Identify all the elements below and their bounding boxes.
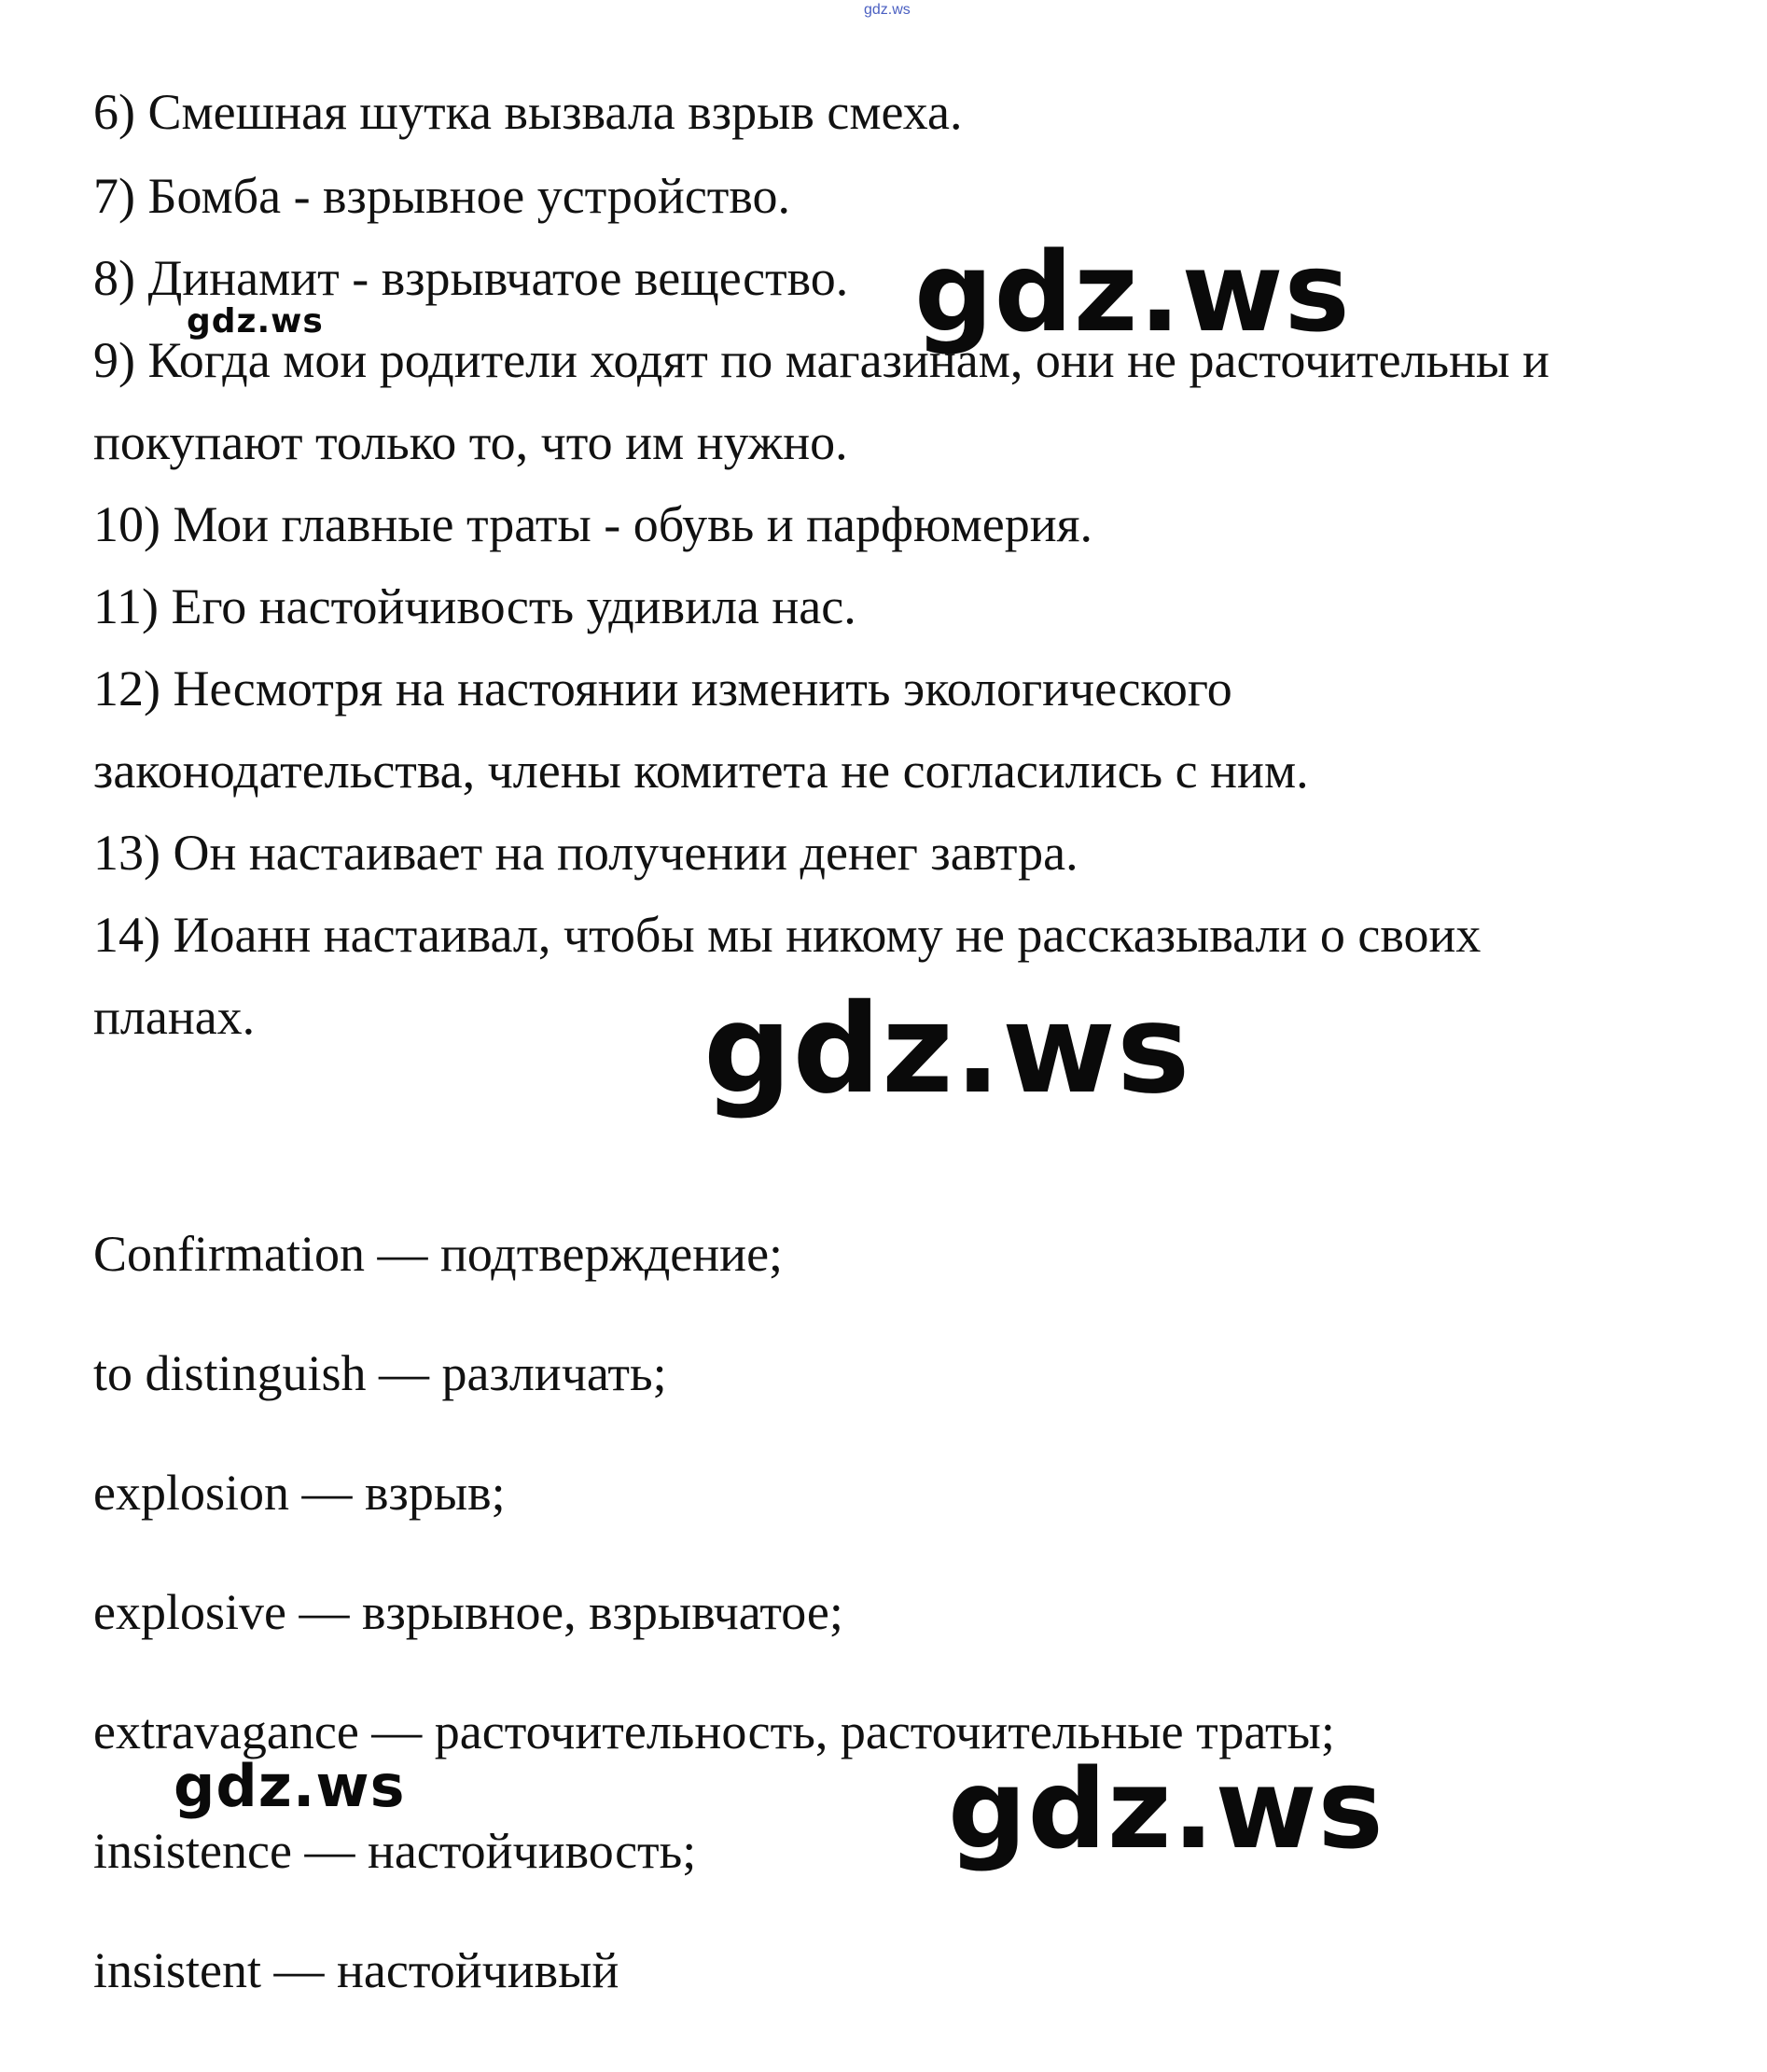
sentence-line: 10) Мои главные траты - обувь и парфюмерия. bbox=[93, 496, 1093, 552]
watermark-large: gdz.ws bbox=[703, 978, 1191, 1121]
vocabulary-line: explosive — взрывное, взрывчатое; bbox=[93, 1584, 843, 1640]
sentence-line: законодательства, члены комитета не согласились с ним. bbox=[93, 743, 1309, 799]
sentence-line: 14) Иоанн настаивал, чтобы мы никому не рассказывали о своих bbox=[93, 907, 1482, 963]
vocabulary-line: to distinguish — различать; bbox=[93, 1345, 667, 1401]
vocabulary-line: insistent — настойчивый bbox=[93, 1942, 619, 1998]
vocabulary-line: extravagance — расточительность, расточительные траты; bbox=[93, 1703, 1335, 1759]
sentence-line: 11) Его настойчивость удивила нас. bbox=[93, 578, 856, 634]
watermark-large: gdz.ws bbox=[914, 228, 1351, 356]
sentence-line: 6) Смешная шутка вызвала взрыв смеха. bbox=[93, 84, 963, 140]
sentence-line: 8) Динамит - взрывчатое вещество. bbox=[93, 250, 849, 306]
sentence-line: 9) Когда мои родители ходят по магазинам, они не расточительны и bbox=[93, 332, 1550, 388]
vocabulary-line: explosion — взрыв; bbox=[93, 1465, 506, 1521]
watermark-large: gdz.ws bbox=[948, 1745, 1384, 1873]
watermark-medium: gdz.ws bbox=[174, 1752, 406, 1820]
sentence-line: 7) Бомба - взрывное устройство. bbox=[93, 168, 791, 224]
watermark-top: gdz.ws bbox=[864, 2, 911, 18]
vocabulary-line: Confirmation — подтверждение; bbox=[93, 1226, 784, 1282]
sentence-line: покупают только то, что им нужно. bbox=[93, 414, 848, 470]
sentence-line: 12) Несмотря на настоянии изменить экологического bbox=[93, 661, 1232, 716]
vocabulary-line: insistence — настойчивость; bbox=[93, 1823, 697, 1879]
sentence-line: планах. bbox=[93, 989, 256, 1045]
sentence-line: 13) Он настаивает на получении денег завтра. bbox=[93, 825, 1078, 881]
watermark-small: gdz.ws bbox=[187, 302, 324, 341]
